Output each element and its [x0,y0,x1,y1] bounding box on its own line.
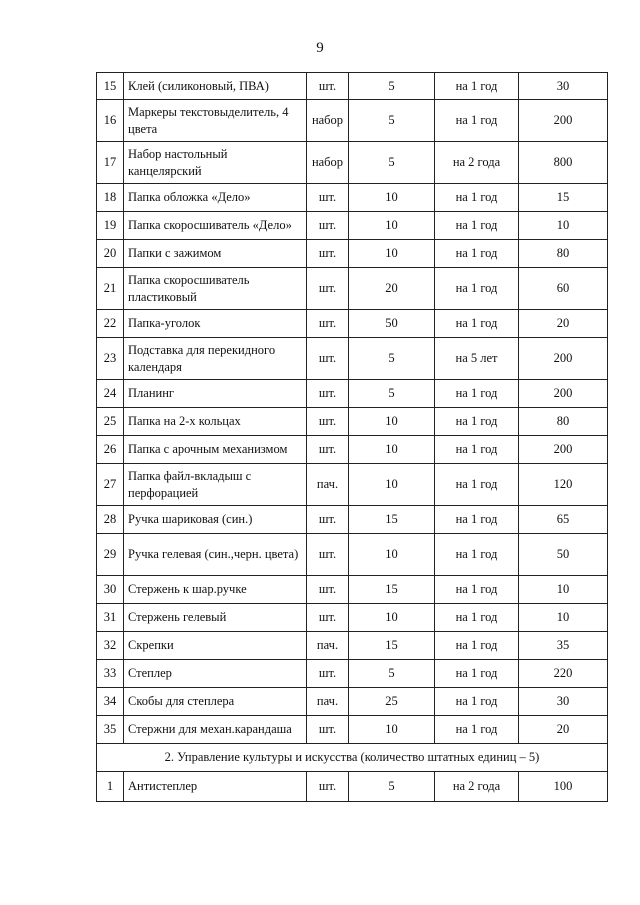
quantity: 15 [349,632,435,660]
price: 60 [519,268,608,310]
row-number: 35 [97,716,124,744]
price: 30 [519,688,608,716]
table-row [97,632,608,660]
quantity: 10 [349,184,435,212]
unit: шт. [307,716,349,744]
item-name: Папка обложка «Дело» [124,184,307,212]
quantity: 5 [349,380,435,408]
table-row [97,268,608,310]
price: 65 [519,506,608,534]
item-name: Папка скоросшиватель «Дело» [124,212,307,240]
price: 20 [519,310,608,338]
unit: шт. [307,436,349,464]
row-number: 25 [97,408,124,436]
price: 220 [519,660,608,688]
item-name: Клей (силиконовый, ПВА) [124,73,307,100]
quantity: 50 [349,310,435,338]
table-row [97,716,608,744]
usage-period: на 1 год [435,464,519,506]
usage-period: на 2 года [435,142,519,184]
price: 120 [519,464,608,506]
unit: пач. [307,632,349,660]
item-name: Стержень гелевый [124,604,307,632]
table-row [97,73,608,100]
item-name: Скрепки [124,632,307,660]
usage-period: на 1 год [435,240,519,268]
usage-period: на 1 год [435,212,519,240]
unit: шт. [307,408,349,436]
item-name: Папка с арочным механизмом [124,436,307,464]
table-row [97,534,608,576]
usage-period: на 1 год [435,73,519,100]
price: 50 [519,534,608,576]
usage-period: на 1 год [435,380,519,408]
price: 80 [519,408,608,436]
row-number: 26 [97,436,124,464]
quantity: 15 [349,506,435,534]
unit: шт. [307,310,349,338]
item-name: Маркеры текстовыделитель, 4 цвета [124,100,307,142]
price: 30 [519,73,608,100]
table-row [97,772,608,802]
quantity: 5 [349,142,435,184]
item-name: Скобы для степлера [124,688,307,716]
quantity: 20 [349,268,435,310]
item-name: Планинг [124,380,307,408]
row-number: 21 [97,268,124,310]
quantity: 5 [349,338,435,380]
unit: шт. [307,506,349,534]
item-name: Антистеплер [124,772,307,802]
quantity: 5 [349,660,435,688]
row-number: 15 [97,73,124,100]
unit: шт. [307,73,349,100]
usage-period: на 1 год [435,716,519,744]
item-name: Ручка гелевая (син.,черн. цвета) [124,534,307,576]
row-number: 28 [97,506,124,534]
quantity: 5 [349,772,435,802]
row-number: 24 [97,380,124,408]
item-name: Папка на 2-х кольцах [124,408,307,436]
row-number: 18 [97,184,124,212]
section-title: 2. Управление культуры и искусства (количество штатных единиц – 5) [97,744,608,772]
usage-period: на 1 год [435,534,519,576]
table-row [97,436,608,464]
usage-period: на 1 год [435,604,519,632]
price: 10 [519,604,608,632]
table-row [97,604,608,632]
row-number: 27 [97,464,124,506]
price: 200 [519,338,608,380]
item-name: Степлер [124,660,307,688]
price: 20 [519,716,608,744]
unit: шт. [307,660,349,688]
row-number: 30 [97,576,124,604]
price: 15 [519,184,608,212]
quantity: 10 [349,464,435,506]
unit: шт. [307,576,349,604]
row-number: 20 [97,240,124,268]
usage-period: на 2 года [435,772,519,802]
unit: шт. [307,240,349,268]
quantity: 5 [349,100,435,142]
row-number: 32 [97,632,124,660]
table-row [97,100,608,142]
usage-period: на 1 год [435,184,519,212]
table-row [97,688,608,716]
unit: шт. [307,772,349,802]
item-name: Стержни для механ.карандаша [124,716,307,744]
quantity: 10 [349,408,435,436]
quantity: 10 [349,240,435,268]
item-name: Папка-уголок [124,310,307,338]
unit: набор [307,100,349,142]
row-number: 29 [97,534,124,576]
table-row [97,142,608,184]
price: 100 [519,772,608,802]
unit: пач. [307,464,349,506]
unit: шт. [307,604,349,632]
price: 10 [519,576,608,604]
row-number: 31 [97,604,124,632]
row-number: 34 [97,688,124,716]
row-number: 33 [97,660,124,688]
row-number: 19 [97,212,124,240]
quantity: 10 [349,604,435,632]
quantity: 5 [349,73,435,100]
item-name: Папки с зажимом [124,240,307,268]
price: 800 [519,142,608,184]
table-row [97,408,608,436]
table-row [97,464,608,506]
usage-period: на 1 год [435,310,519,338]
usage-period: на 1 год [435,506,519,534]
quantity: 15 [349,576,435,604]
usage-period: на 5 лет [435,338,519,380]
unit: набор [307,142,349,184]
unit: шт. [307,380,349,408]
usage-period: на 1 год [435,100,519,142]
table-row [97,310,608,338]
item-name: Подставка для перекидного календаря [124,338,307,380]
item-name: Стержень к шар.ручке [124,576,307,604]
item-name: Набор настольный канцелярский [124,142,307,184]
table-body [97,73,608,802]
item-name: Папка скоросшиватель пластиковый [124,268,307,310]
price: 35 [519,632,608,660]
table-row [97,240,608,268]
usage-period: на 1 год [435,660,519,688]
row-number: 17 [97,142,124,184]
unit: пач. [307,688,349,716]
row-number: 1 [97,772,124,802]
price: 200 [519,436,608,464]
unit: шт. [307,338,349,380]
row-number: 22 [97,310,124,338]
quantity: 10 [349,436,435,464]
item-name: Ручка шариковая (син.) [124,506,307,534]
usage-period: на 1 год [435,408,519,436]
usage-period: на 1 год [435,268,519,310]
table-row [97,660,608,688]
usage-period: на 1 год [435,632,519,660]
quantity: 10 [349,534,435,576]
unit: шт. [307,212,349,240]
table-row [97,338,608,380]
usage-period: на 1 год [435,436,519,464]
quantity: 10 [349,716,435,744]
price: 10 [519,212,608,240]
supply-norms-table [96,72,608,802]
price: 200 [519,380,608,408]
row-number: 16 [97,100,124,142]
table-row [97,506,608,534]
unit: шт. [307,268,349,310]
row-number: 23 [97,338,124,380]
usage-period: на 1 год [435,576,519,604]
unit: шт. [307,184,349,212]
usage-period: на 1 год [435,688,519,716]
quantity: 25 [349,688,435,716]
item-name: Папка файл-вкладыш с перфорацией [124,464,307,506]
table-row [97,184,608,212]
section-row [97,744,608,772]
table-row [97,380,608,408]
page-number: 9 [316,40,324,56]
table-row [97,576,608,604]
unit: шт. [307,534,349,576]
table-row [97,212,608,240]
price: 80 [519,240,608,268]
price: 200 [519,100,608,142]
quantity: 10 [349,212,435,240]
